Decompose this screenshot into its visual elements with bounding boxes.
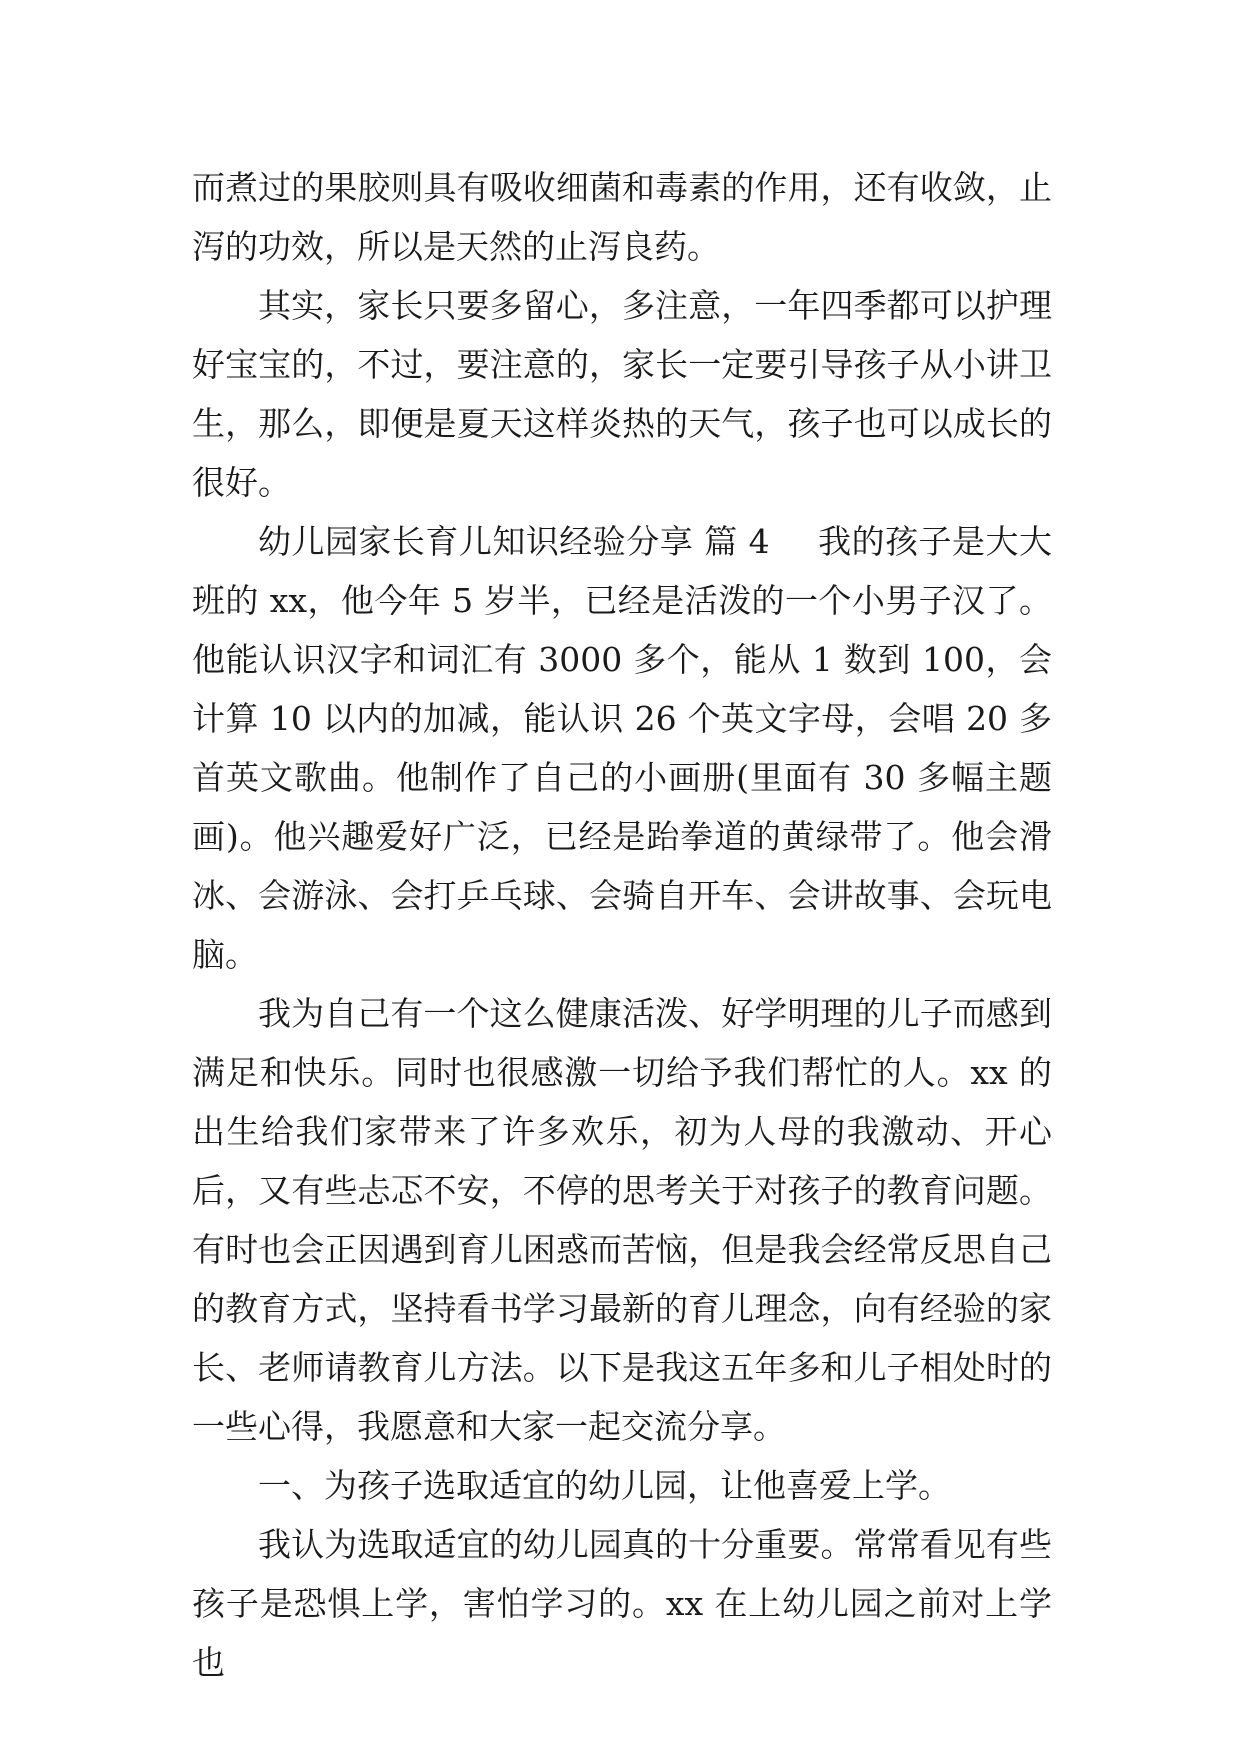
section-heading: 幼儿园家长育儿知识经验分享 篇 4	[258, 522, 770, 561]
document-body	[192, 158, 1052, 1692]
paragraph-4: 我为自己有一个这么健康活泼、好学明理的儿子而感到满足和快乐。同时也很感激一切给予我们帮忙的人。xx 的出生给我们家带来了许多欢乐，初为人母的我激动、开心后，又有些忐忑不安，不停的思考关于对孩子的教育问题。有时也会正因遇到育儿困惑而苦恼，但是我会经常反思自己的教育方式，坚持看书学习最新的育儿理念，向有经验的家长、老师请教育儿方法。以下是我这五年多和儿子相处时的一些心得，我愿意和大家一起交流分享。	[192, 994, 1052, 1446]
paragraph-5: 我认为选取适宜的幼儿园真的十分重要。常常看见有些孩子是恐惧上学，害怕学习的。xx 在上幼儿园之前对上学也	[192, 1525, 1052, 1682]
paragraph-3	[192, 512, 1052, 984]
paragraph-3-body: 我的孩子是大大班的 xx，他今年 5 岁半，已经是活泼的一个小男子汉了。他能认识汉字和词汇有 3000 多个，能从 1 数到 100，会计算 10 以内的加减，能认识 26 个英文字母，会唱 20 多首英文歌曲。他制作了自己的小画册(里面有 30 多幅主题画)。他兴趣爱好广泛，已经是跆拳道的黄绿带了。他会滑冰、会游泳、会打乒乓球、会骑自开车、会讲故事、会玩电脑。	[192, 522, 1052, 974]
subheading-one: 一、为孩子选取适宜的幼儿园，让他喜爱上学。	[258, 1466, 951, 1505]
paragraph-1: 而煮过的果胶则具有吸收细菌和毒素的作用，还有收敛，止泻的功效，所以是天然的止泻良药。	[192, 168, 1052, 266]
paragraph-2: 其实，家长只要多留心，多注意，一年四季都可以护理好宝宝的，不过，要注意的，家长一定要引导孩子从小讲卫生，那么，即便是夏天这样炎热的天气，孩子也可以成长的很好。	[192, 286, 1052, 502]
